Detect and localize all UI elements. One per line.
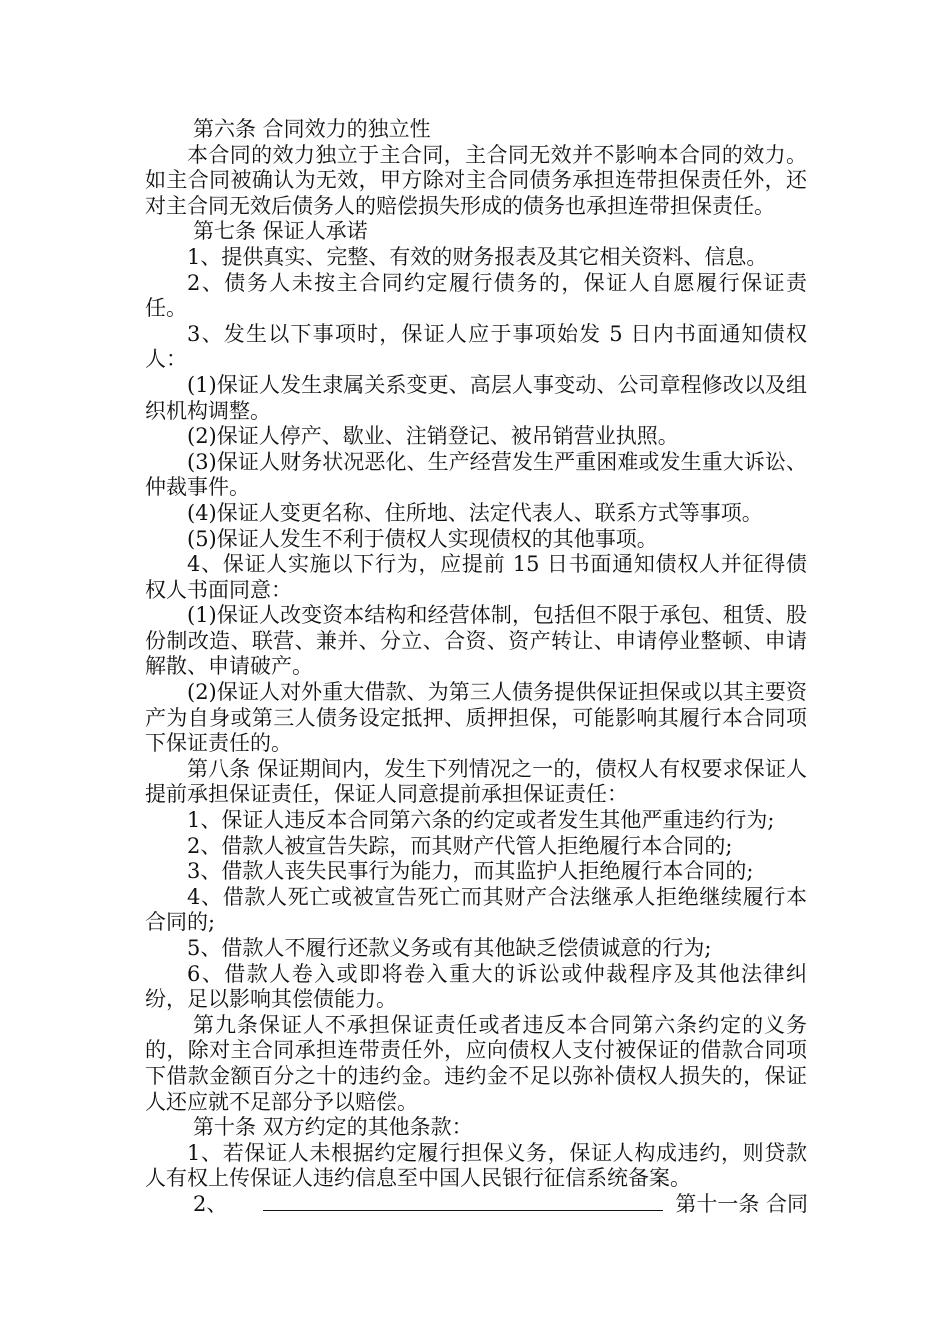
article-8-item-3: 3、借款人丧失民事行为能力，而其监护人拒绝履行本合同的; [187,859,754,884]
article-7-item-3-sub-3: (3)保证人财务状况恶化、生产经营发生严重困难或发生重大诉讼、仲裁事件。 [145,449,807,500]
article-7-item-4-sub-1: (1)保证人改变资本结构和经营体制，包括但不限于承包、租赁、股份制改造、联营、兼并、分立、合资、资产转让、申请停业整顿、申请解散、申请破产。 [145,603,807,679]
article-9-text: 第九条保证人不承担保证责任或者违反本合同第六条约定的义务的，除对主合同承担连带责任外，应向债权人支付被保证的借款合同项下借款金额百分之十的违约金。违约金不足以弥补债权人损失的，保证人还应就不足部分予以赔偿。 [145,1012,807,1114]
article-7-item-1: 1、提供真实、完整、有效的财务报表及其它相关资料、信息。 [187,244,768,269]
article-7-heading: 第七条 保证人承诺 [193,219,368,244]
article-6-heading: 第六条 合同效力的独立性 [193,117,431,141]
article-8-item-5: 5、借款人不履行还款义务或有其他缺乏偿债诚意的行为; [187,936,712,960]
article-7-item-4: 4、保证人实施以下行为，应提前 15 日书面通知债权人并征得债权人书面同意： [145,552,807,602]
article-7-item-3-sub-1: (1)保证人发生隶属关系变更、高层人事变动、公司章程修改以及组织机构调整。 [145,372,807,423]
article-10-item-2-line [145,1192,807,1218]
article-7-item-3-sub-2: (2)保证人停产、歇业、注销登记、被吊销营业执照。 [187,424,679,449]
article-10-item-1: 1、若保证人未根据约定履行担保义务，保证人构成违约，则贷款人有权上传保证人违约信息至中国人民银行征信系统备案。 [145,1140,807,1191]
article-8-item-6: 6、借款人卷入或即将卷入重大的诉讼或仲裁程序及其他法律纠纷，足以影响其偿债能力。 [145,961,807,1012]
article-7-item-3: 3、发生以下事项时，保证人应于事项始发 5 日内书面通知债权人： [145,321,807,372]
article-10-heading: 第十条 双方约定的其他条款： [193,1115,473,1140]
document-body [145,117,807,1218]
article-7-item-4-sub-2: (2)保证人对外重大借款、为第三人债务提供保证担保或以其主要资产为自身或第三人债务设定抵押、质押担保，可能影响其履行本合同项下保证责任的。 [145,680,807,756]
fill-in-blank-line [263,1192,663,1211]
article-6-text: 本合同的效力独立于主合同，主合同无效并不影响本合同的效力。如主合同被确认为无效，甲方除对主合同债务承担连带担保责任外，还对主合同无效后债务人的赔偿损失形成的债务也承担连带担保责任。 [145,142,807,218]
article-8-item-1: 1、保证人违反本合同第六条的约定或者发生其他严重违约行为; [187,808,775,833]
article-7-item-3-sub-4: (4)保证人变更名称、住所地、法定代表人、联系方式等事项。 [187,500,763,525]
article-10-item-2-number: 2、 [193,1191,228,1216]
article-7-item-3-sub-5: (5)保证人发生不利于债权人实现债权的其他事项。 [187,526,658,551]
article-8-text: 第八条 保证期间内，发生下列情况之一的，债权人有权要求保证人提前承担保证责任，保证人同意提前承担保证责任： [145,756,807,807]
article-11-heading-start: 第十一条 合同 [675,1191,809,1216]
article-8-item-4: 4、借款人死亡或被宣告死亡而其财产合法继承人拒绝继续履行本合同的; [145,884,807,935]
article-8-item-2: 2、借款人被宣告失踪，而其财产代管人拒绝履行本合同的; [187,833,733,858]
article-7-item-2: 2、债务人未按主合同约定履行债务的，保证人自愿履行保证责任。 [145,270,807,321]
